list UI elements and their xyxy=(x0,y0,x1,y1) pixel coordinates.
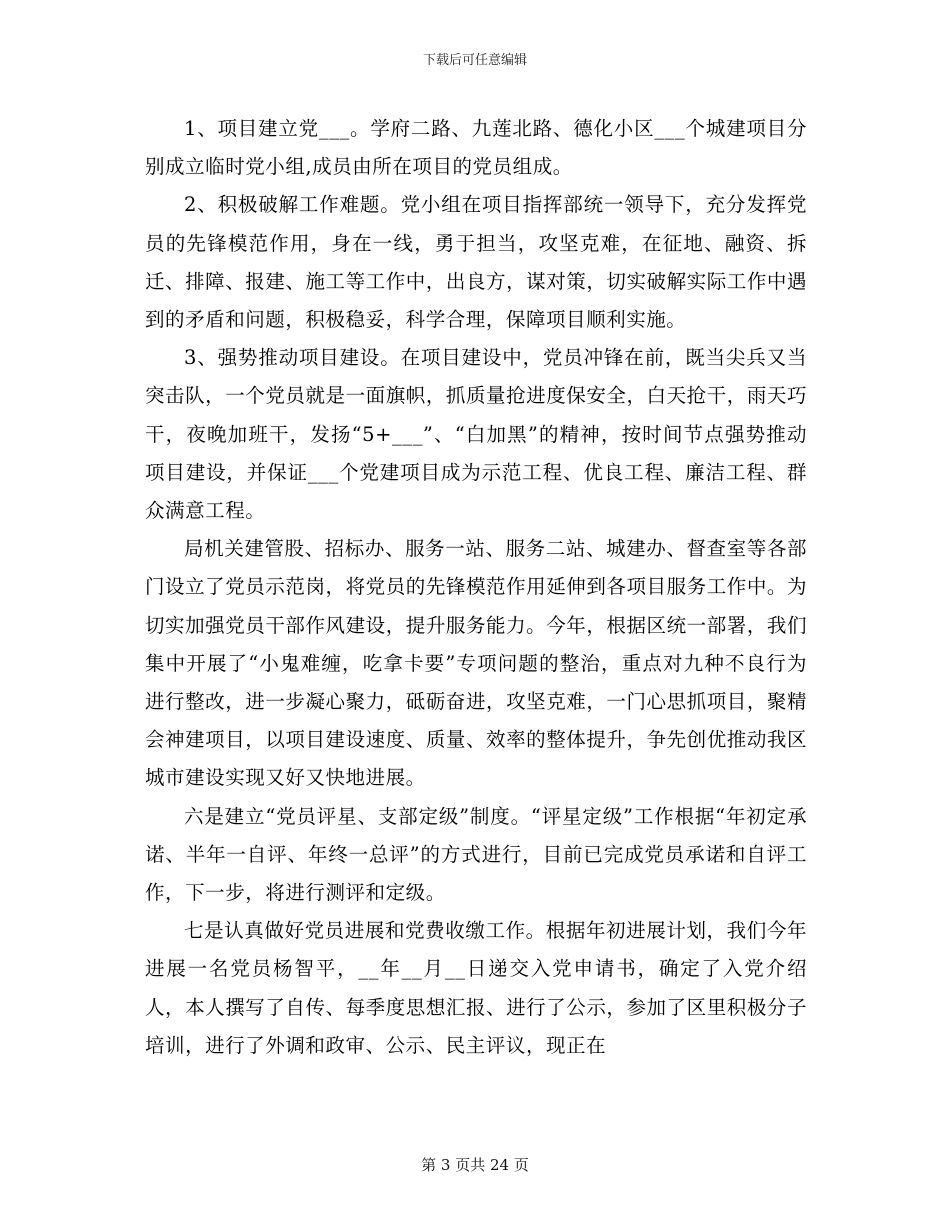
paragraph-project-party-group: 1、项目建立党___。学府二路、九莲北路、德化小区___个城建项目分别成立临时党小组,成员由所在项目的党员组成。 xyxy=(145,117,807,179)
document-body xyxy=(145,110,807,1065)
paragraph-model-posts: 局机关建管股、招标办、服务一站、服务二站、城建办、督查室等各部门设立了党员示范岗，将党员的先锋模范作用延伸到各项目服务工作中。为切实加强党员干部作风建设，提升服务能力。今年，根据区统一部署，我们集中开展了“小鬼难缠，吃拿卡要”专项问题的整治，重点对九种不良行为进行整改，进一步凝心聚力，砥砺奋进，攻坚克难，一门心思抓项目，聚精会神建项目，以项目建设速度、质量、效率的整体提升，争先创优推动我区城市建设实现又好又快地进展。 xyxy=(145,537,807,790)
page-number-footer: 第 3 页共 24 页 xyxy=(421,1156,529,1174)
paragraph-member-development: 七是认真做好党员进展和党费收缴工作。根据年初进展计划，我们今年进展一名党员杨智平，__年__月__日递交入党申请书，确定了入党介绍人，本人撰写了自传、每季度思想汇报、进行了公示，参加了区里积极分子培训，进行了外调和政审、公示、民主评议，现正在 xyxy=(145,919,807,1057)
paragraph-star-rating-system: 六是建立“党员评星、支部定级”制度。“评星定级”工作根据“年初定承诺、半年一自评、年终一总评”的方式进行，目前已完成党员承诺和自评工作，下一步，将进行测评和定级。 xyxy=(145,804,807,905)
paragraph-solve-work-problems: 2、积极破解工作难题。党小组在项目指挥部统一领导下，充分发挥党员的先锋模范作用，身在一线，勇于担当，攻坚克难，在征地、融资、拆迁、排障、报建、施工等工作中，出良方，谋对策，切实破解实际工作中遇到的矛盾和问题，积极稳妥，科学合理，保障项目顺利实施。 xyxy=(145,193,807,332)
page-header: 下载后可任意编辑 xyxy=(422,53,527,68)
paragraph-promote-project-construction: 3、强势推动项目建设。在项目建设中，党员冲锋在前，既当尖兵又当突击队，一个党员就是一面旗帜，抓质量抢进度保安全，白天抢干，雨天巧干，夜晚加班干，发扬“5+___”、“白加黑”的精神，按时间节点强势推动项目建设，并保证___个党建项目成为示范工程、优良工程、廉洁工程、群众满意工程。 xyxy=(145,346,807,523)
